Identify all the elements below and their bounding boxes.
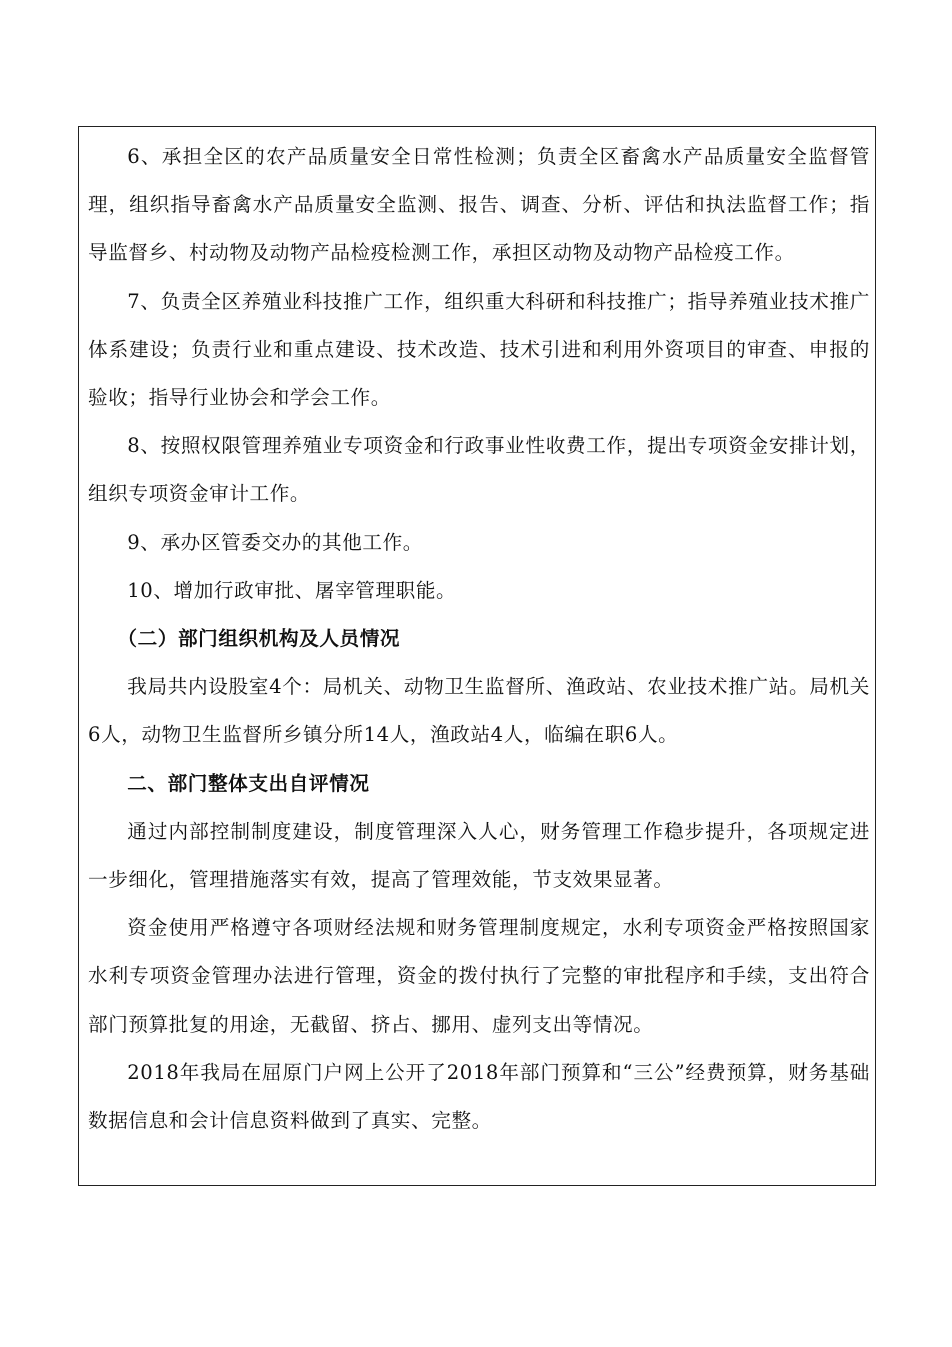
duty-item-10: 10、增加行政审批、屠宰管理职能。 — [127, 578, 457, 602]
document-body — [88, 133, 870, 1145]
duty-item-9: 9、承办区管委交办的其他工作。 — [127, 530, 423, 554]
duty-item-7: 7、负责全区养殖业科技推广工作，组织重大科研和科技推广；指导养殖业技术推广体系建设；负责行业和重点建设、技术改造、技术引进和利用外资项目的审查、申报的验收；指导行业协会和学会工作。 — [88, 289, 870, 410]
expenditure-paragraph-2: 资金使用严格遵守各项财经法规和财务管理制度规定，水利专项资金严格按照国家水利专项资金管理办法进行管理，资金的拨付执行了完整的审批程序和手续，支出符合部门预算批复的用途，无截留、挤占、挪用、虚列支出等情况。 — [88, 916, 870, 1036]
expenditure-paragraph-3: 2018年我局在屈原门户网上公开了2018年部门预算和“三公”经费预算，财务基础数据信息和会计信息资料做到了真实、完整。 — [88, 1060, 870, 1133]
duty-item-6: 6、承担全区的农产品质量安全日常性检测；负责全区畜禽水产品质量安全监督管理，组织指导畜禽水产品质量安全监测、报告、调查、分析、评估和执法监督工作；指导监督乡、村动物及动物产品检疫检测工作，承担区动物及动物产品检疫工作。 — [88, 145, 870, 265]
organization-paragraph: 我局共内设股室4个：局机关、动物卫生监督所、渔政站、农业技术推广站。局机关6人，动物卫生监督所乡镇分所14人，渔政站4人，临编在职6人。 — [88, 675, 870, 747]
section-heading-expenditure: 二、部门整体支出自评情况 — [127, 771, 370, 795]
expenditure-paragraph-1: 通过内部控制制度建设，制度管理深入人心，财务管理工作稳步提升，各项规定进一步细化，管理措施落实有效，提高了管理效能，节支效果显著。 — [88, 819, 870, 892]
duty-item-8: 8、按照权限管理养殖业专项资金和行政事业性收费工作，提出专项资金安排计划，组织专项资金审计工作。 — [88, 434, 870, 506]
section-heading-organization: （二）部门组织机构及人员情况 — [117, 627, 401, 651]
